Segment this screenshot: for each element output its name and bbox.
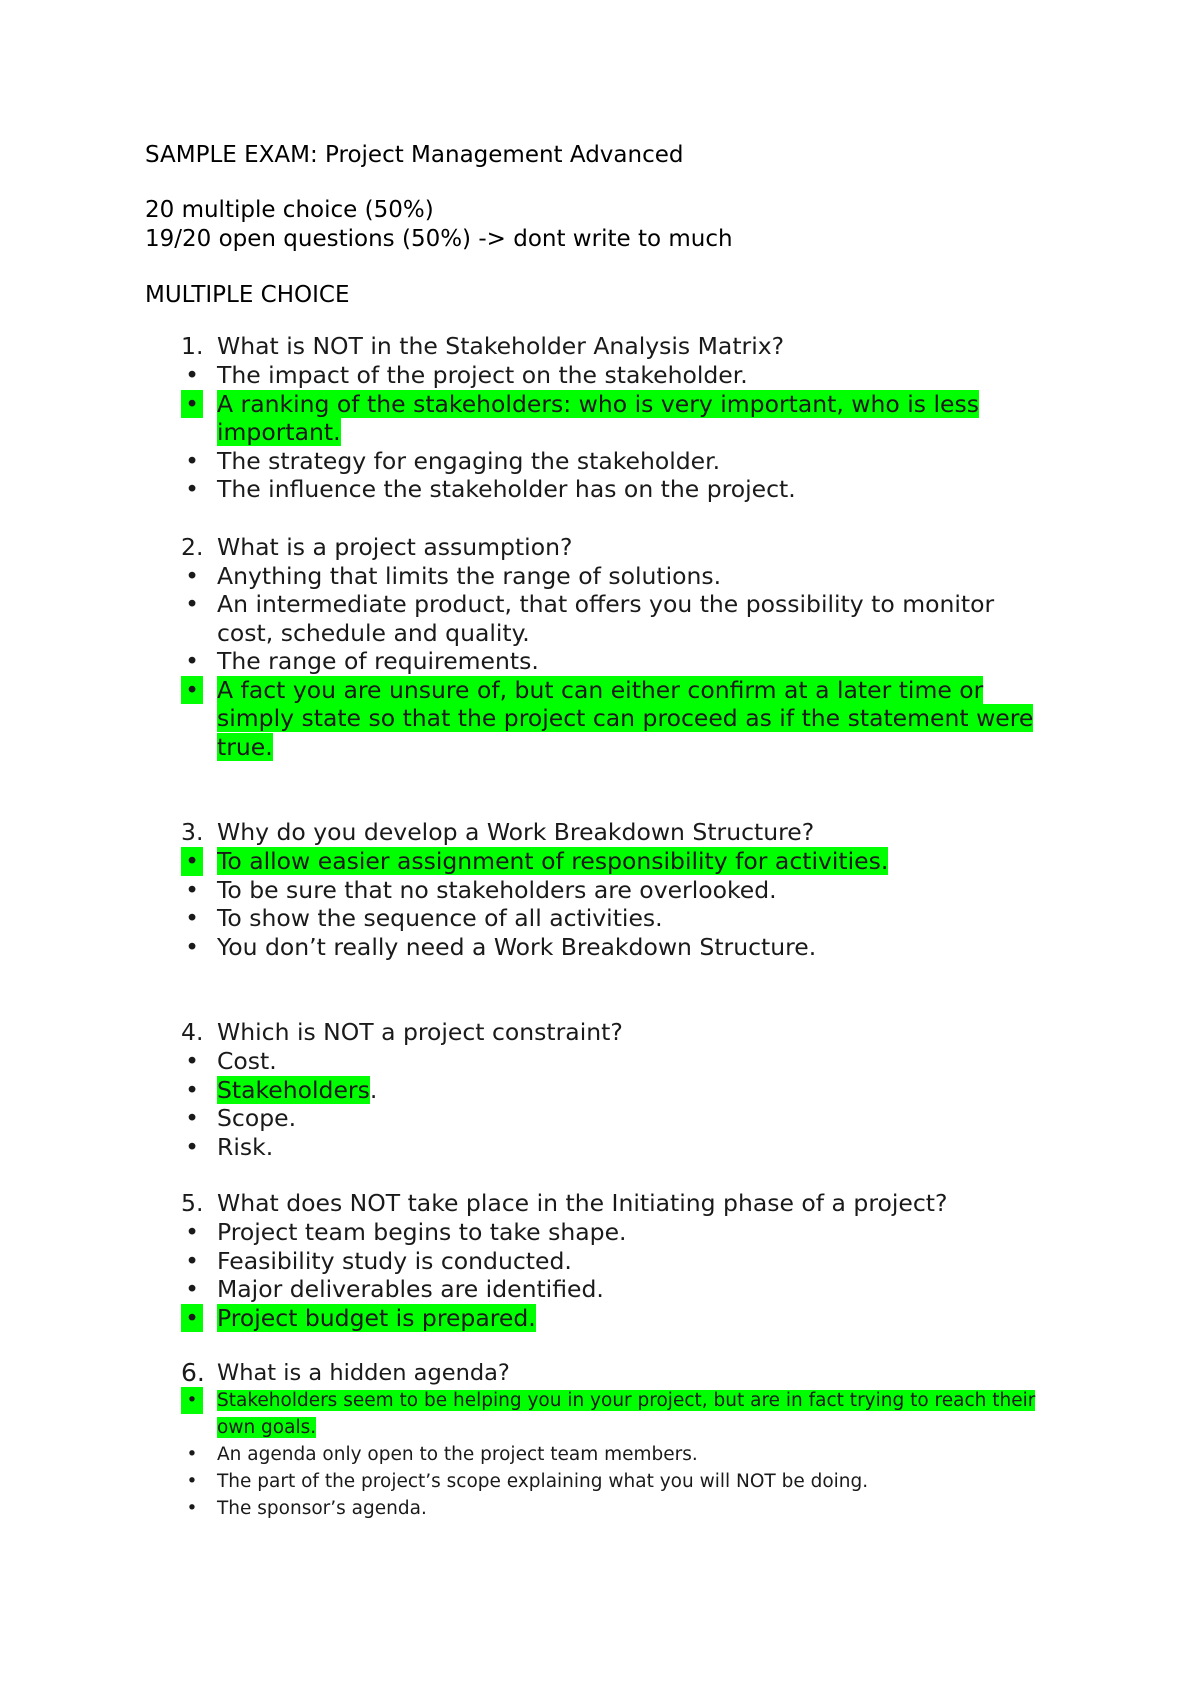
option-text: A ranking of the stakeholders: who is very important, who is less important.	[217, 389, 979, 446]
option-item	[145, 1047, 1040, 1076]
option-item	[145, 1133, 1040, 1162]
bullet-icon: •	[185, 1132, 199, 1161]
question-number: 3.	[181, 818, 204, 846]
option-item	[145, 933, 1040, 962]
bullet-icon: •	[186, 1471, 198, 1492]
bullet-icon: •	[181, 390, 203, 419]
option-item	[145, 1247, 1040, 1276]
option-item-highlighted	[145, 847, 1040, 876]
question-text: 2. What is a project assumption?	[181, 532, 573, 561]
option-item-highlighted	[145, 390, 1040, 447]
option-item	[145, 647, 1040, 676]
option-item	[145, 590, 1040, 647]
question-5	[145, 1189, 1040, 1332]
question-number: 2.	[181, 532, 204, 561]
bullet-icon: •	[185, 904, 199, 932]
option-text: An agenda only open to the project team members.	[217, 1444, 698, 1465]
option-item-highlighted	[145, 1304, 1040, 1333]
option-text: Feasibility study is conducted.	[217, 1246, 572, 1275]
option-text: Stakeholders	[217, 1075, 370, 1104]
option-item	[145, 876, 1040, 905]
option-text: Stakeholders seem to be helping you in your project, but are in fact trying to reach their own goals.	[217, 1390, 1036, 1438]
question-3	[145, 818, 1040, 961]
document-title: SAMPLE EXAM: Project Management Advanced	[145, 142, 684, 168]
section-heading: MULTIPLE CHOICE	[145, 282, 350, 308]
option-item	[145, 1468, 1040, 1495]
question-text: 4. Which is NOT a project constraint?	[181, 1018, 623, 1046]
bullet-icon: •	[185, 1047, 199, 1075]
question-text: 6. What is a hidden agenda?	[181, 1358, 510, 1387]
option-item	[145, 1441, 1040, 1468]
bullet-icon: •	[185, 1104, 199, 1132]
option-item	[145, 1495, 1040, 1522]
question-1	[145, 332, 1040, 504]
options-list	[145, 1218, 1040, 1332]
option-text: Major deliverables are identified.	[217, 1275, 604, 1303]
option-item	[145, 447, 1040, 476]
bullet-icon: •	[181, 847, 203, 876]
bullet-icon: •	[185, 475, 199, 503]
options-list	[145, 361, 1040, 504]
question-text: 1. What is NOT in the Stakeholder Analysis Matrix?	[181, 332, 785, 360]
option-text: An intermediate product, that offers you the possibility to monitor cost, schedule and quality.	[217, 590, 995, 647]
option-text: Risk.	[217, 1132, 274, 1161]
option-text: To allow easier assignment of responsibility for activities.	[217, 847, 889, 875]
bullet-icon: •	[185, 1075, 199, 1104]
option-item	[145, 562, 1040, 591]
option-text: The part of the project’s scope explaining what you will NOT be doing.	[217, 1471, 869, 1492]
option-text: To be sure that no stakeholders are overlooked.	[217, 875, 777, 904]
option-item-highlighted	[145, 676, 1040, 762]
bullet-icon: •	[185, 446, 199, 475]
bullet-icon: •	[181, 1304, 203, 1333]
option-item	[145, 475, 1040, 504]
option-text: Scope.	[217, 1104, 297, 1132]
question-6	[145, 1359, 1040, 1522]
bullet-icon: •	[185, 590, 199, 618]
option-text: The strategy for engaging the stakeholder.	[217, 446, 721, 475]
option-item	[145, 1104, 1040, 1133]
question-number: 6.	[181, 1358, 205, 1387]
question-text: 5. What does NOT take place in the Initiating phase of a project?	[181, 1189, 948, 1217]
bullet-icon: •	[185, 932, 199, 961]
bullet-icon: •	[185, 1275, 199, 1303]
option-item	[145, 1218, 1040, 1247]
option-text: The influence the stakeholder has on the project.	[217, 475, 796, 503]
bullet-icon: •	[185, 647, 199, 675]
format-line-open-questions: 19/20 open questions (50%) -> dont write to much	[145, 226, 733, 252]
option-text: A fact you are unsure of, but can either confirm at a later time or simply state so that the project can proceed as if the statement were true.	[217, 675, 1034, 761]
question-number: 1.	[181, 332, 204, 360]
option-text: Project team begins to take shape.	[217, 1218, 627, 1246]
question-number: 4.	[181, 1018, 204, 1046]
option-text: The sponsor’s agenda.	[217, 1498, 427, 1519]
option-item	[145, 904, 1040, 933]
bullet-icon: •	[185, 1218, 199, 1246]
options-list	[145, 847, 1040, 961]
option-suffix: .	[369, 1075, 378, 1104]
bullet-icon: •	[186, 1498, 198, 1519]
option-item-highlighted	[145, 1387, 1040, 1441]
options-list	[145, 562, 1040, 762]
question-4	[145, 1018, 1040, 1161]
option-text: Project budget is prepared.	[217, 1303, 536, 1332]
bullet-icon: •	[185, 561, 199, 590]
option-text: Anything that limits the range of solutions.	[217, 561, 722, 590]
option-item	[145, 1275, 1040, 1304]
bullet-icon: •	[185, 1246, 199, 1275]
options-list	[145, 1047, 1040, 1161]
bullet-icon: •	[185, 875, 199, 904]
bullet-icon: •	[186, 1444, 198, 1465]
option-item	[145, 361, 1040, 390]
format-line-multiple-choice: 20 multiple choice (50%)	[145, 197, 434, 223]
option-text: The impact of the project on the stakeholder.	[217, 361, 748, 389]
option-text: You don’t really need a Work Breakdown Structure.	[217, 932, 817, 961]
question-text: 3. Why do you develop a Work Breakdown Structure?	[181, 818, 815, 846]
bullet-icon: •	[181, 676, 203, 705]
options-list	[145, 1387, 1040, 1522]
option-text: Cost.	[217, 1047, 277, 1075]
exam-format	[145, 196, 1040, 254]
question-number: 5.	[181, 1189, 204, 1217]
option-item-highlighted	[145, 1076, 1040, 1105]
option-text: To show the sequence of all activities.	[217, 904, 663, 932]
bullet-icon: •	[181, 1387, 203, 1414]
question-2	[145, 533, 1040, 762]
option-text: The range of requirements.	[217, 647, 539, 675]
bullet-icon: •	[185, 361, 199, 389]
